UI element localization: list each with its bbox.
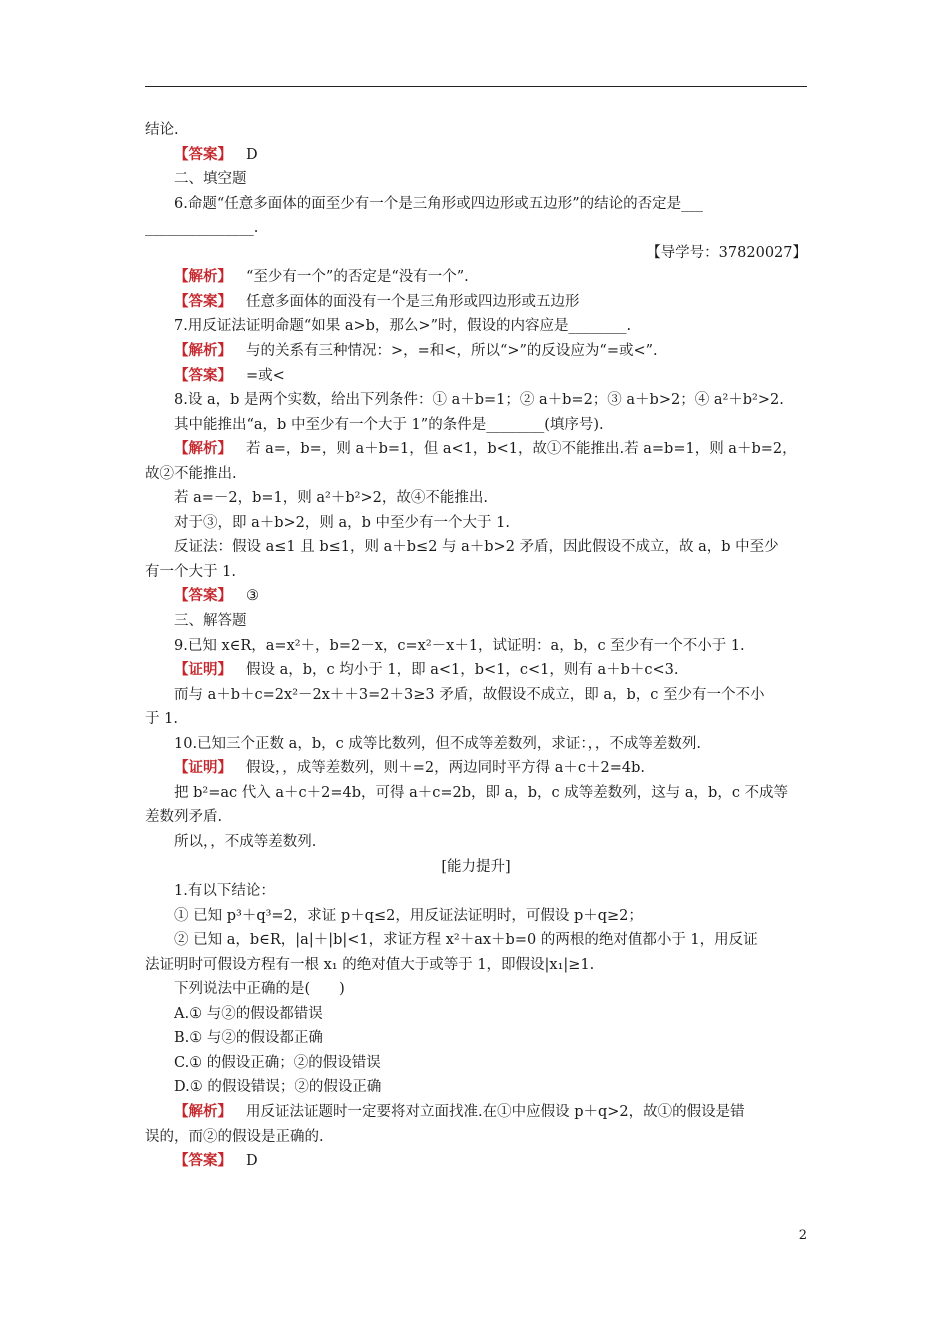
line-text: D.① 的假设错误；②的假设正确 <box>174 1079 382 1096</box>
text-line <box>145 364 807 388</box>
line-text: 而与 a＋b＋c=2x²－2x＋＋3=2＋3≥3 矛盾，故假设不成立，即 a，b，c 至少有一个不小 <box>174 686 765 703</box>
line-text: 若 a=，b=，则 a＋b=1，但 a<1，b<1，故①不能推出.若 a=b=1，则 a＋b=2， <box>246 441 797 458</box>
text-line <box>145 167 807 191</box>
line-text: 对于③，即 a＋b>2，则 a，b 中至少有一个大于 1. <box>174 514 510 531</box>
text-line <box>145 756 807 780</box>
line-text: 误的，而②的假设是正确的. <box>145 1128 324 1145</box>
line-text: 结论. <box>145 122 179 138</box>
line-text: ③ <box>246 588 259 605</box>
line-text: 所以，，不成等差数列. <box>174 833 317 850</box>
line-text: 下列说法中正确的是( ) <box>174 981 345 998</box>
text-line <box>145 535 807 559</box>
answer-tag: 【证明】 <box>174 759 232 777</box>
text-line <box>145 192 807 216</box>
answer-tag: 【解析】 <box>174 1103 232 1120</box>
text-line <box>145 1075 807 1099</box>
line-text: [能力提升] <box>441 858 511 875</box>
text-line <box>145 830 807 854</box>
text-line <box>145 805 807 829</box>
text-line <box>145 118 807 142</box>
line-text: ① 已知 p³＋q³=2，求证 p＋q≤2，用反证法证明时，可假设 p＋q≥2； <box>174 907 643 924</box>
line-text: 用反证法证题时一定要将对立面找准.在①中应假设 p＋q>2，故①的假设是错 <box>246 1104 745 1120</box>
line-text: 7.用反证法证明命题“如果 a>b，那么>”时，假设的内容应是________. <box>174 318 632 335</box>
text-line <box>145 1125 807 1149</box>
answer-tag: 【答案】 <box>174 587 232 605</box>
answer-tag: 【解析】 <box>174 268 232 286</box>
line-text: 反证法：假设 a≤1 且 b≤1，则 a＋b≤2 与 a＋b>2 矛盾，因此假设不成立，故 a，b 中至少 <box>174 539 779 556</box>
text-line <box>145 658 807 682</box>
line-text: 6.命题“任意多面体的面至少有一个是三角形或四边形或五边形”的结论的否定是___ <box>174 195 703 212</box>
text-line <box>145 437 807 461</box>
line-text: “至少有一个”的否定是“没有一个”. <box>246 269 469 286</box>
text-line <box>145 1051 807 1075</box>
line-text: 于 1. <box>145 711 178 728</box>
line-text: 把 b²=ac 代入 a＋c＋2=4b，可得 a＋c=2b，即 a，b，c 成等差数列，这与 a，b，c 不成等 <box>174 784 789 801</box>
answer-tag: 【答案】 <box>174 366 232 384</box>
line-text: 二、填空题 <box>174 171 247 188</box>
header-rule <box>145 86 807 87</box>
line-text: =或< <box>246 367 285 384</box>
text-line <box>145 732 807 756</box>
text-line <box>145 855 807 879</box>
text-line <box>145 143 807 167</box>
text-line <box>145 486 807 510</box>
answer-tag: 【解析】 <box>174 341 232 359</box>
line-text: 8.设 a，b 是两个实数，给出下列条件：① a＋b=1；② a＋b=2；③ a＋b>2；④ a²＋b²>2. <box>174 392 784 409</box>
text-line <box>145 1026 807 1050</box>
line-text: 故②不能推出. <box>145 465 237 482</box>
line-text: 9.已知 x∈R，a=x²＋，b=2－x，c=x²－x＋1，试证明：a，b，c 至少有一个不小于 1. <box>174 637 745 654</box>
text-line <box>145 1002 807 1026</box>
text-line <box>145 1149 807 1173</box>
line-text: 与的关系有三种情况：>，=和<，所以“>”的反设应为“=或<”. <box>246 342 658 359</box>
text-line <box>145 241 807 265</box>
line-text: ② 已知 a，b∈R，|a|＋|b|<1，求证方程 x²＋ax＋b=0 的两根的绝对值都小于 1，用反证 <box>174 932 758 949</box>
text-line <box>145 707 807 731</box>
text-line <box>145 314 807 338</box>
text-line <box>145 584 807 608</box>
line-text: B.① 与②的假设都正确 <box>174 1030 323 1047</box>
line-text: 差数列矛盾. <box>145 809 223 826</box>
line-text: 假设，，成等差数列，则＋=2，两边同时平方得 a＋c＋2=4b. <box>246 760 645 777</box>
answer-tag: 【答案】 <box>174 145 232 163</box>
text-line <box>145 683 807 707</box>
text-line <box>145 879 807 903</box>
text-line <box>145 560 807 584</box>
line-text: D <box>246 1153 258 1170</box>
text-line <box>145 634 807 658</box>
line-text: 三、解答题 <box>174 613 247 629</box>
line-text: 若 a=－2，b=1，则 a²＋b²>2，故④不能推出. <box>174 490 488 507</box>
answer-tag: 【答案】 <box>174 292 232 310</box>
line-text: A.① 与②的假设都错误 <box>174 1005 323 1022</box>
page-number: 2 <box>798 1228 807 1243</box>
line-text: _______________. <box>145 220 259 237</box>
text-line <box>145 953 807 977</box>
text-line <box>145 977 807 1001</box>
line-text: 10.已知三个正数 a，b，c 成等比数列，但不成等差数列，求证：，，不成等差数列. <box>174 735 701 752</box>
line-text: 假设 a，b，c 均小于 1，即 a<1，b<1，c<1，则有 a＋b＋c<3. <box>246 662 679 679</box>
line-text: 任意多面体的面没有一个是三角形或四边形或五边形 <box>246 293 580 310</box>
text-line <box>145 265 807 289</box>
text-line <box>145 511 807 535</box>
text-line <box>145 216 807 240</box>
text-line <box>145 928 807 952</box>
answer-tag: 【答案】 <box>174 1152 232 1170</box>
line-text: 【导学号：37820027】 <box>646 244 807 261</box>
text-line <box>145 904 807 928</box>
text-line <box>145 413 807 437</box>
text-line <box>145 1100 807 1124</box>
text-line <box>145 781 807 805</box>
text-line <box>145 290 807 314</box>
text-line <box>145 609 807 633</box>
line-text: 1.有以下结论： <box>174 883 275 900</box>
text-line <box>145 462 807 486</box>
line-text: 有一个大于 1. <box>145 563 236 580</box>
text-line <box>145 388 807 412</box>
answer-tag: 【解析】 <box>174 440 232 458</box>
line-text: C.① 的假设正确；②的假设错误 <box>174 1054 381 1071</box>
text-line <box>145 339 807 363</box>
answer-tag: 【证明】 <box>174 661 232 679</box>
line-text: D <box>246 146 258 163</box>
line-text: 法证明时可假设方程有一根 x₁ 的绝对值大于或等于 1，即假设|x₁|≥1. <box>145 956 595 973</box>
line-text: 其中能推出“a，b 中至少有一个大于 1”的条件是________(填序号). <box>174 416 604 433</box>
